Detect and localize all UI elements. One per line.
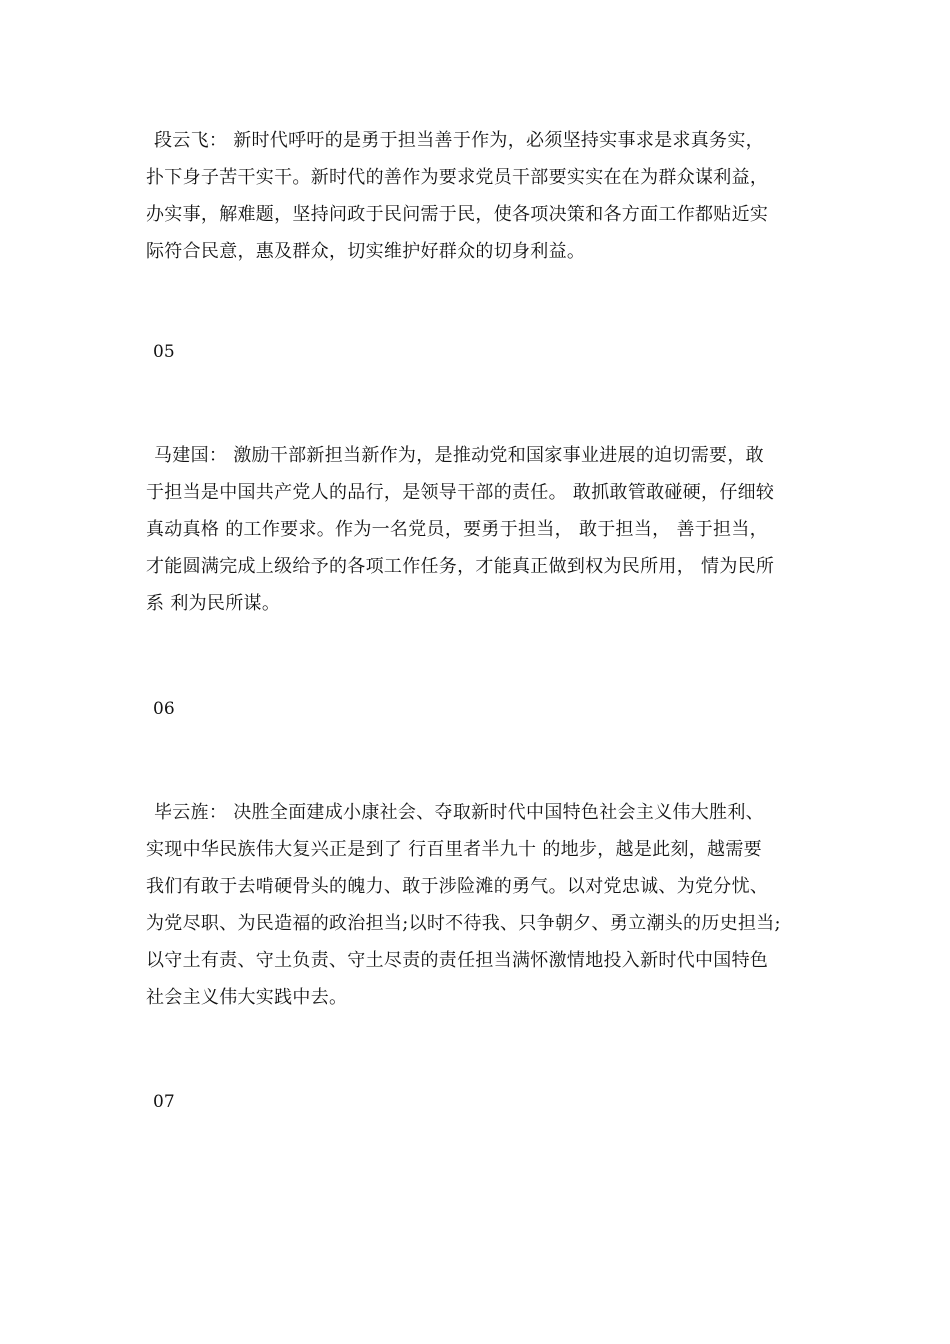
- section-number-07: 07: [153, 1092, 175, 1112]
- paragraph-line: 际符合民意，惠及群众，切实维护好群众的切身利益。: [146, 241, 586, 262]
- paragraph-line: 真动真格 的工作要求。作为一名党员，要勇于担当， 敢于担当， 善于担当，: [146, 519, 768, 540]
- paragraph-line: 我们有敢于去啃硬骨头的魄力、敢于涉险滩的勇气。以对党忠诚、为党分忧、: [146, 876, 769, 897]
- paragraph-line: 实现中华民族伟大复兴正是到了 行百里者半九十 的地步，越是此刻，越需要: [146, 839, 762, 860]
- paragraph-bi-yunjing: [146, 794, 826, 1016]
- paragraph-line: 才能圆满完成上级给予的各项工作任务，才能真正做到权为民所用， 情为民所: [146, 556, 775, 577]
- section-number-06: 06: [153, 699, 175, 719]
- paragraph-line: 段云飞： 新时代呼吁的是勇于担当善于作为，必须坚持实事求是求真务实，: [154, 130, 764, 151]
- paragraph-line: 扑下身子苦干实干。新时代的善作为要求党员干部要实实在在为群众谋利益，: [146, 167, 769, 188]
- section-number-05: 05: [153, 342, 175, 362]
- paragraph-ma-jianguo: [146, 437, 826, 622]
- paragraph-line: 以守土有责、守土负责、守土尽责的责任担当满怀激情地投入新时代中国特色: [146, 950, 769, 971]
- paragraph-line: 系 利为民所谋。: [146, 593, 281, 614]
- paragraph-line: 于担当是中国共产党人的品行，是领导干部的责任。 敢抓敢管敢碰硬，仔细较: [146, 482, 775, 503]
- paragraph-line: 办实事，解难题，坚持问政于民问需于民，使各项决策和各方面工作都贴近实: [146, 204, 769, 225]
- paragraph-duan-yunfei: [146, 122, 826, 270]
- paragraph-line: 马建国： 激励干部新担当新作为，是推动党和国家事业进展的迫切需要，敢: [154, 445, 764, 466]
- paragraph-line: 社会主义伟大实践中去。: [146, 987, 348, 1008]
- paragraph-line: 毕云旌： 决胜全面建成小康社会、夺取新时代中国特色社会主义伟大胜利、: [154, 802, 764, 823]
- paragraph-line: 为党尽职、为民造福的政治担当;以时不待我、只争朝夕、勇立潮头的历史担当;: [146, 913, 781, 934]
